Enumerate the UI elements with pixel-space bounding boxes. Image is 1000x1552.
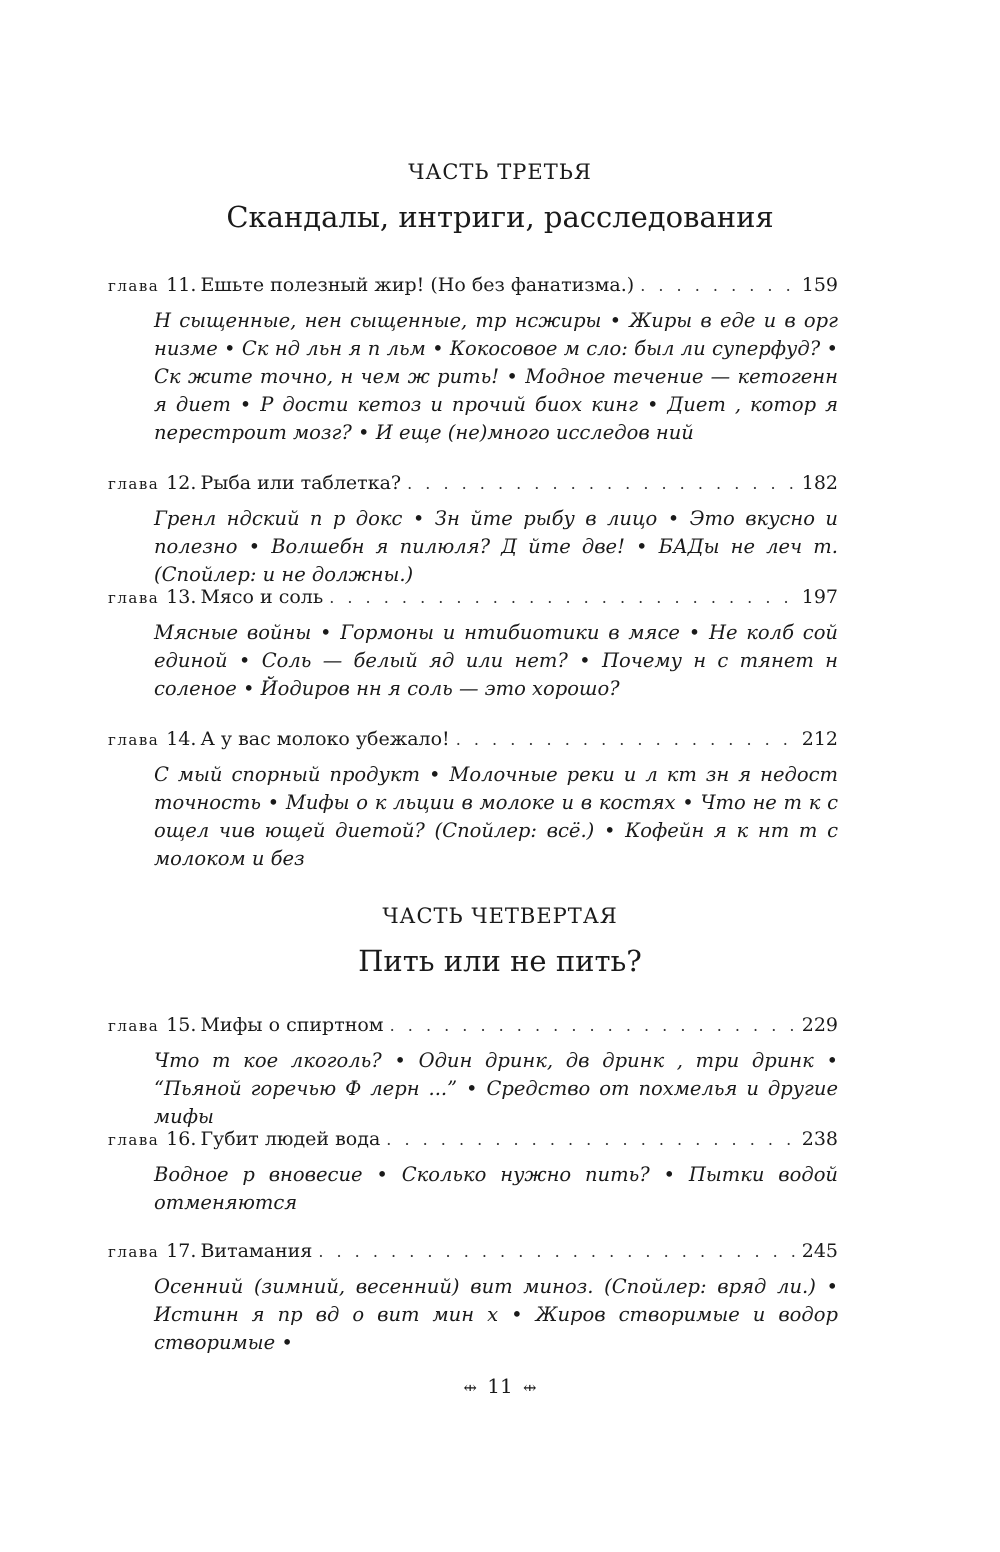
toc-entry-chapter-11[interactable] [108,270,838,447]
leader-dots [407,469,796,499]
part-title: Пить или не пить? [358,944,642,978]
chapter-description: Что т кое лкоголь? • Один дринк, дв дринк , три дринк • “Пьяной горечью Ф лерн ...” • Средство от похмелья и другие мифы [154,1049,838,1128]
leader-dots [456,725,796,755]
chapter-description: С мый спорный продукт • Молочные реки и л кт зн я недост точность • Мифы о к льции в молоке и в костях • Что не т к с ощел чив ющей диетой? (Спойлер: всё.) • Кофейн я к нт т с молоком и без [154,763,838,870]
part-label: ЧАСТЬ ТРЕТЬЯ [408,160,592,184]
chapter-number: 15. [166,1014,197,1036]
chapter-number: 13. [166,586,197,608]
chapter-page: 212 [801,728,838,750]
chapter-title: Ешьте полезный жир! (Но без фанатизма.) [200,274,635,296]
chapter-number: 11. [166,274,197,296]
chapter-word: глава [108,589,160,607]
chapter-word: глава [108,1243,160,1261]
leader-dots [329,583,796,613]
chapter-number: 16. [166,1128,197,1150]
leader-dots [386,1125,795,1155]
leader-dots [318,1237,795,1267]
chapter-word: глава [108,1017,160,1035]
ornament-right-icon: ⇹ [523,1378,537,1397]
chapter-description: Осенний (зимний, весенний) вит миноз. (Спойлер: вряд ли.) • Истинн я пр вд о вит мин х • Жиров створимые и водор створимые • [154,1275,838,1354]
chapter-page: 238 [801,1128,838,1150]
ornament-left-icon: ⇹ [463,1378,477,1397]
chapter-number: 17. [166,1240,197,1262]
toc-entry-chapter-13[interactable] [108,582,838,703]
page-footer [0,1374,1000,1398]
chapter-word: глава [108,731,160,749]
chapter-word: глава [108,277,160,295]
toc-entry-chapter-12[interactable] [108,468,838,589]
chapter-title: Мясо и соль [200,586,324,608]
chapter-number: 14. [166,728,197,750]
leader-dots [640,271,796,301]
chapter-page: 159 [801,274,838,296]
chapter-page: 245 [801,1240,838,1262]
part-title: Скандалы, интриги, расследования [226,200,774,234]
chapter-title: Витамания [200,1240,313,1262]
chapter-word: глава [108,475,160,493]
chapter-description: Н сыщенные, нен сыщенные, тр нсжиры • Жиры в еде и в орг низме • Ск нд льн я п льм • Кокосовое м сло: был ли суперфуд? • Ск жите точно, н чем ж рить! • Модное течение — кетогенн я диет • Р дости кетоз и прочий биох кинг • Диет , котор я перестроит мозг? • И еще (не)много исследов ний [154,309,838,444]
chapter-number: 12. [166,472,197,494]
toc-entry-chapter-14[interactable] [108,724,838,873]
leader-dots [390,1011,796,1041]
part-label: ЧАСТЬ ЧЕТВЕРТАЯ [382,904,618,928]
toc-entry-chapter-17[interactable] [108,1236,838,1357]
chapter-description: Водное р вновесие • Сколько нужно пить? • Пытки водой отменяются [154,1163,838,1214]
chapter-page: 229 [801,1014,838,1036]
chapter-title: А у вас молоко убежало! [200,728,450,750]
chapter-word: глава [108,1131,160,1149]
chapter-description: Гренл ндский п р докс • Зн йте рыбу в лицо • Это вкусно и полезно • Волшебн я пилюля? Д йте две! • БАДы не леч т. (Спойлер: и не должны.) [154,507,838,586]
chapter-page: 197 [801,586,838,608]
chapter-title: Рыба или таблетка? [200,472,402,494]
toc-entry-chapter-16[interactable] [108,1124,838,1217]
chapter-title: Мифы о спиртном [200,1014,384,1036]
page-number: 11 [487,1374,513,1398]
chapter-description: Мясные войны • Гормоны и нтибиотики в мясе • Не колб сой единой • Соль — белый яд или нет? • Почему н с тянет н соленое • Йодиров нн я соль — это хорошо? [154,621,838,700]
chapter-page: 182 [801,472,838,494]
chapter-title: Губит людей вода [200,1128,381,1150]
toc-entry-chapter-15[interactable] [108,1010,838,1131]
